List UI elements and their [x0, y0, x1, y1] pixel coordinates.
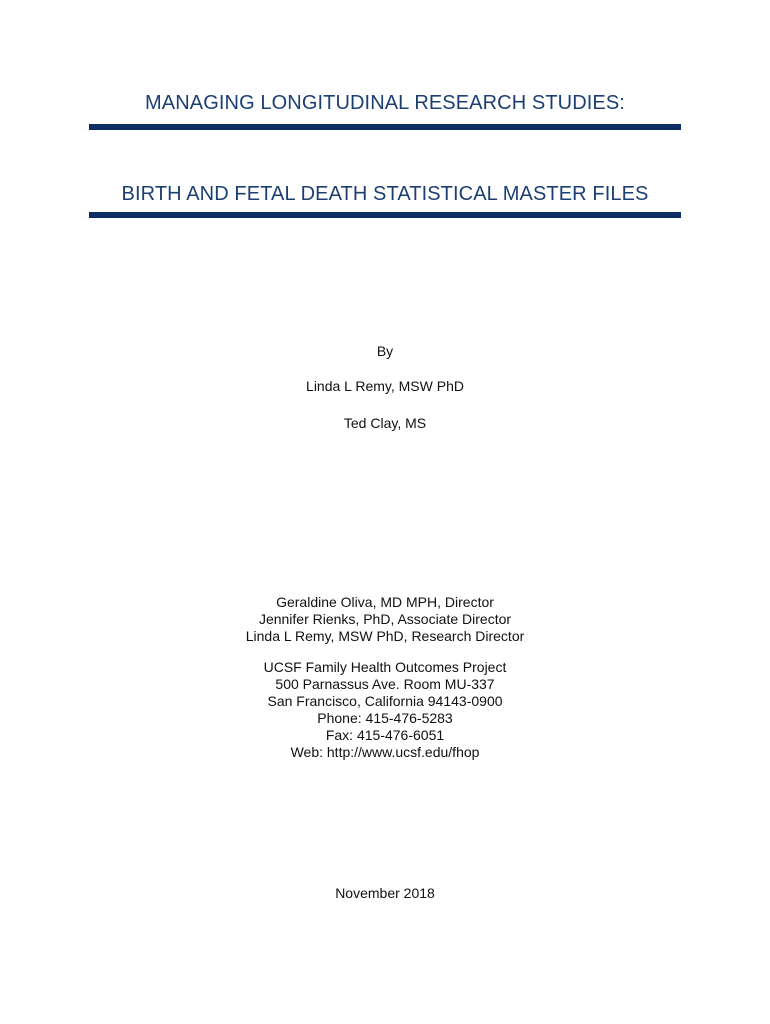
author-1: Linda L Remy, MSW PhD [306, 378, 464, 394]
document-title-line-1: MANAGING LONGITUDINAL RESEARCH STUDIES: [145, 92, 625, 114]
staff-list [0, 594, 770, 645]
title-divider-1 [89, 124, 681, 130]
title-divider-2 [89, 212, 681, 218]
author-2: Ted Clay, MS [343, 415, 427, 431]
staff-associate-director: Jennifer Rienks, PhD, Associate Director [258, 611, 512, 627]
organization-name: UCSF Family Health Outcomes Project [263, 659, 507, 675]
staff-research-director: Linda L Remy, MSW PhD, Research Director [245, 628, 525, 644]
document-title-line-2: BIRTH AND FETAL DEATH STATISTICAL MASTER FILES [121, 183, 649, 205]
organization-street: 500 Parnassus Ave. Room MU-337 [275, 676, 495, 692]
document-date: November 2018 [335, 885, 435, 901]
organization-phone: Phone: 415-476-5283 [317, 710, 453, 726]
by-label: By [376, 343, 394, 359]
staff-director: Geraldine Oliva, MD MPH, Director [276, 594, 494, 610]
organization-block [0, 659, 770, 761]
organization-web: Web: http://www.ucsf.edu/fhop [290, 744, 480, 760]
organization-fax: Fax: 415-476-6051 [325, 727, 445, 743]
organization-city: San Francisco, California 94143-0900 [267, 693, 503, 709]
